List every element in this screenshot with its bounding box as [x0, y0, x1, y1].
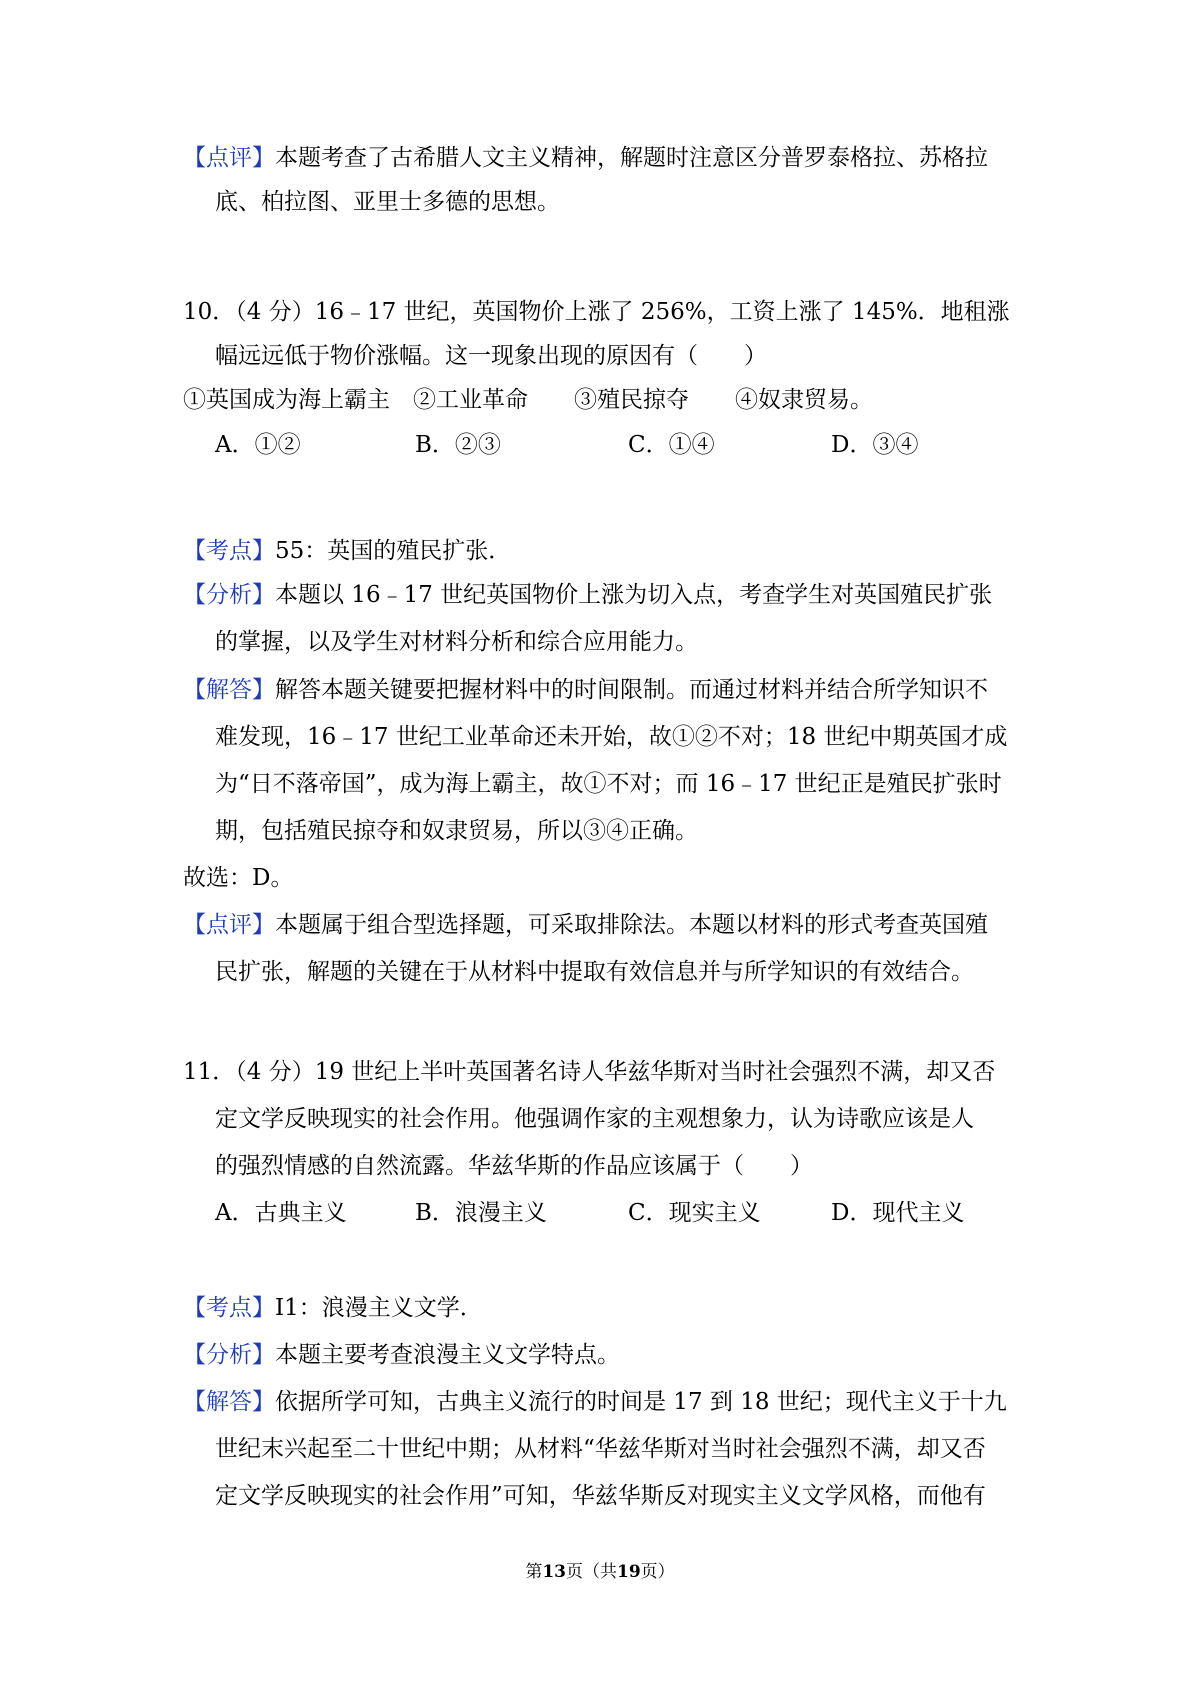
jieda-line: 定文学反映现实的社会作用”可知，华兹华斯反对现实主义文学风格，而他有 [215, 1483, 986, 1509]
fenxi-tag: 【分析】 [183, 582, 275, 608]
question-10-stem: 幅远远低于物价涨幅。这一现象出现的原因有（ ） [215, 343, 767, 369]
page-total: 19 [617, 1562, 641, 1582]
kaodian-tag: 【考点】 [183, 1295, 275, 1321]
jieda-line [183, 679, 988, 702]
review-line: 底、柏拉图、亚里士多德的思想。 [215, 189, 560, 215]
fenxi-text: 本题以 16﹣17 世纪英国物价上涨为切入点，考查学生对英国殖民扩张 [275, 582, 993, 608]
question-10-stem: 10．（4 分）16﹣17 世纪，英国物价上涨了 256%，工资上涨了 145%．地租涨 [183, 299, 1010, 325]
option-c: C．①④ [628, 432, 715, 458]
review-line [183, 147, 988, 170]
kaodian-line [183, 1297, 483, 1320]
fenxi-line: 的掌握，以及学生对材料分析和综合应用能力。 [215, 629, 698, 655]
option-b: B．②③ [415, 432, 501, 458]
review-text: 本题考查了古希腊人文主义精神，解题时注意区分普罗泰格拉、苏格拉 [275, 145, 988, 171]
page-footer [0, 1564, 1200, 1581]
footer-middle: 页（共 [566, 1562, 617, 1582]
kaodian-line [183, 540, 511, 563]
review-line [183, 914, 988, 937]
fenxi-line [183, 584, 992, 607]
review-text: 本题属于组合型选择题，可采取排除法。本题以材料的形式考查英国殖 [275, 912, 988, 938]
question-11-stem: 的强烈情感的自然流露。华兹华斯的作品应该属于（ ） [215, 1153, 813, 1179]
kaodian-text: 55：英国的殖民扩张． [275, 538, 512, 564]
jieda-line: 为“日不落帝国”，成为海上霸主，故①不对；而 16﹣17 世纪正是殖民扩张时 [215, 771, 1002, 797]
answer-line: 故选：D。 [183, 865, 294, 891]
footer-suffix: 页） [640, 1562, 675, 1582]
jieda-line: 期，包括殖民掠夺和奴隶贸易，所以③④正确。 [215, 818, 698, 844]
option-d: D．现代主义 [831, 1200, 965, 1226]
jieda-line: 难发现，16﹣17 世纪工业革命还未开始，故①②不对；18 世纪中期英国才成 [215, 724, 1008, 750]
option-a: A．①② [215, 432, 301, 458]
option-a: A．古典主义 [215, 1200, 347, 1226]
review-tag: 【点评】 [183, 145, 275, 171]
review-line: 民扩张，解题的关键在于从材料中提取有效信息并与所学知识的有效结合。 [215, 959, 974, 985]
option-c: C．现实主义 [628, 1200, 761, 1226]
fenxi-tag: 【分析】 [183, 1342, 275, 1368]
jieda-tag: 【解答】 [183, 677, 275, 703]
jieda-text: 解答本题关键要把握材料中的时间限制。而通过材料并结合所学知识不 [275, 677, 988, 703]
question-11-stem: 定文学反映现实的社会作用。他强调作家的主观想象力，认为诗歌应该是人 [215, 1106, 974, 1132]
jieda-line: 世纪末兴起至二十世纪中期；从材料“华兹华斯对当时社会强烈不满，却又否 [215, 1436, 986, 1462]
question-10-items: ①英国成为海上霸主 ②工业革命 ③殖民掠夺 ④奴隶贸易。 [183, 387, 873, 413]
footer-prefix: 第 [525, 1562, 543, 1582]
review-tag: 【点评】 [183, 912, 275, 938]
option-b: B．浪漫主义 [415, 1200, 547, 1226]
fenxi-text: 本题主要考查浪漫主义文学特点。 [275, 1342, 620, 1368]
jieda-line [183, 1391, 1007, 1414]
page-number: 13 [542, 1562, 566, 1582]
kaodian-text: I1：浪漫主义文学． [275, 1295, 483, 1321]
kaodian-tag: 【考点】 [183, 538, 275, 564]
fenxi-line [183, 1344, 620, 1367]
jieda-tag: 【解答】 [183, 1389, 275, 1415]
jieda-text: 依据所学可知，古典主义流行的时间是 17 到 18 世纪；现代主义于十九 [275, 1389, 1007, 1415]
option-d: D．③④ [831, 432, 919, 458]
question-11-stem: 11．（4 分）19 世纪上半叶英国著名诗人华兹华斯对当时社会强烈不满，却又否 [183, 1059, 996, 1085]
